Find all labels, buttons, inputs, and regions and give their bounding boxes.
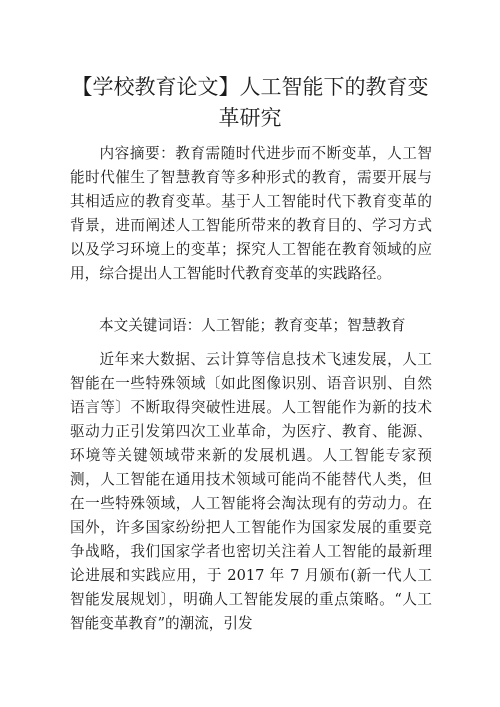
- document-title: 【学校教育论文】人工智能下的教育变革研究: [71, 75, 429, 130]
- abstract-text: 内容摘要：教育需随时代进步而不断变革，人工智能时代催生了智慧教育等多种形式的教育，需要开展与其相适应的教育变革。基于人工智能时代下教育变革的背景，进而阐述人工智能所带来的教育目的、学习方式以及学习环境上的变革；探究人工智能在教育领域的应用，综合提出人工智能时代教育变革的实践路径。: [70, 145, 432, 282]
- body-text: 近年来大数据、云计算等信息技术飞速发展，人工智能在一些特殊领域〔如此图像识别、语音识别、自然语言等〕不断取得突破性进展。人工智能作为新的技术驱动力正引发第四次工业革命，为医疗、教育、能源、环境等关键领域带来新的发展机遇。人工智能专家预测，人工智能在通用技术领域可能尚不能替代人类，但在一些特殊领域，人工智能将会淘汰现有的劳动力。在国外，许多国家纷纷把人工智能作为国家发展的重要竞争战略，我们国家学者也密切关注着人工智能的最新理论进展和实践应用，于 2017 年 7 月颁布(新一代人工智能发展规划〕，明确人工智能发展的重点策略。“人工智能变革教育”的潮流，引发: [70, 351, 432, 632]
- keywords-text: 本文关键词语：人工智能；教育变革；智慧教育: [99, 317, 406, 334]
- abstract-paragraph: [70, 142, 432, 286]
- keywords-paragraph: [70, 314, 432, 338]
- body-paragraph: [70, 348, 432, 636]
